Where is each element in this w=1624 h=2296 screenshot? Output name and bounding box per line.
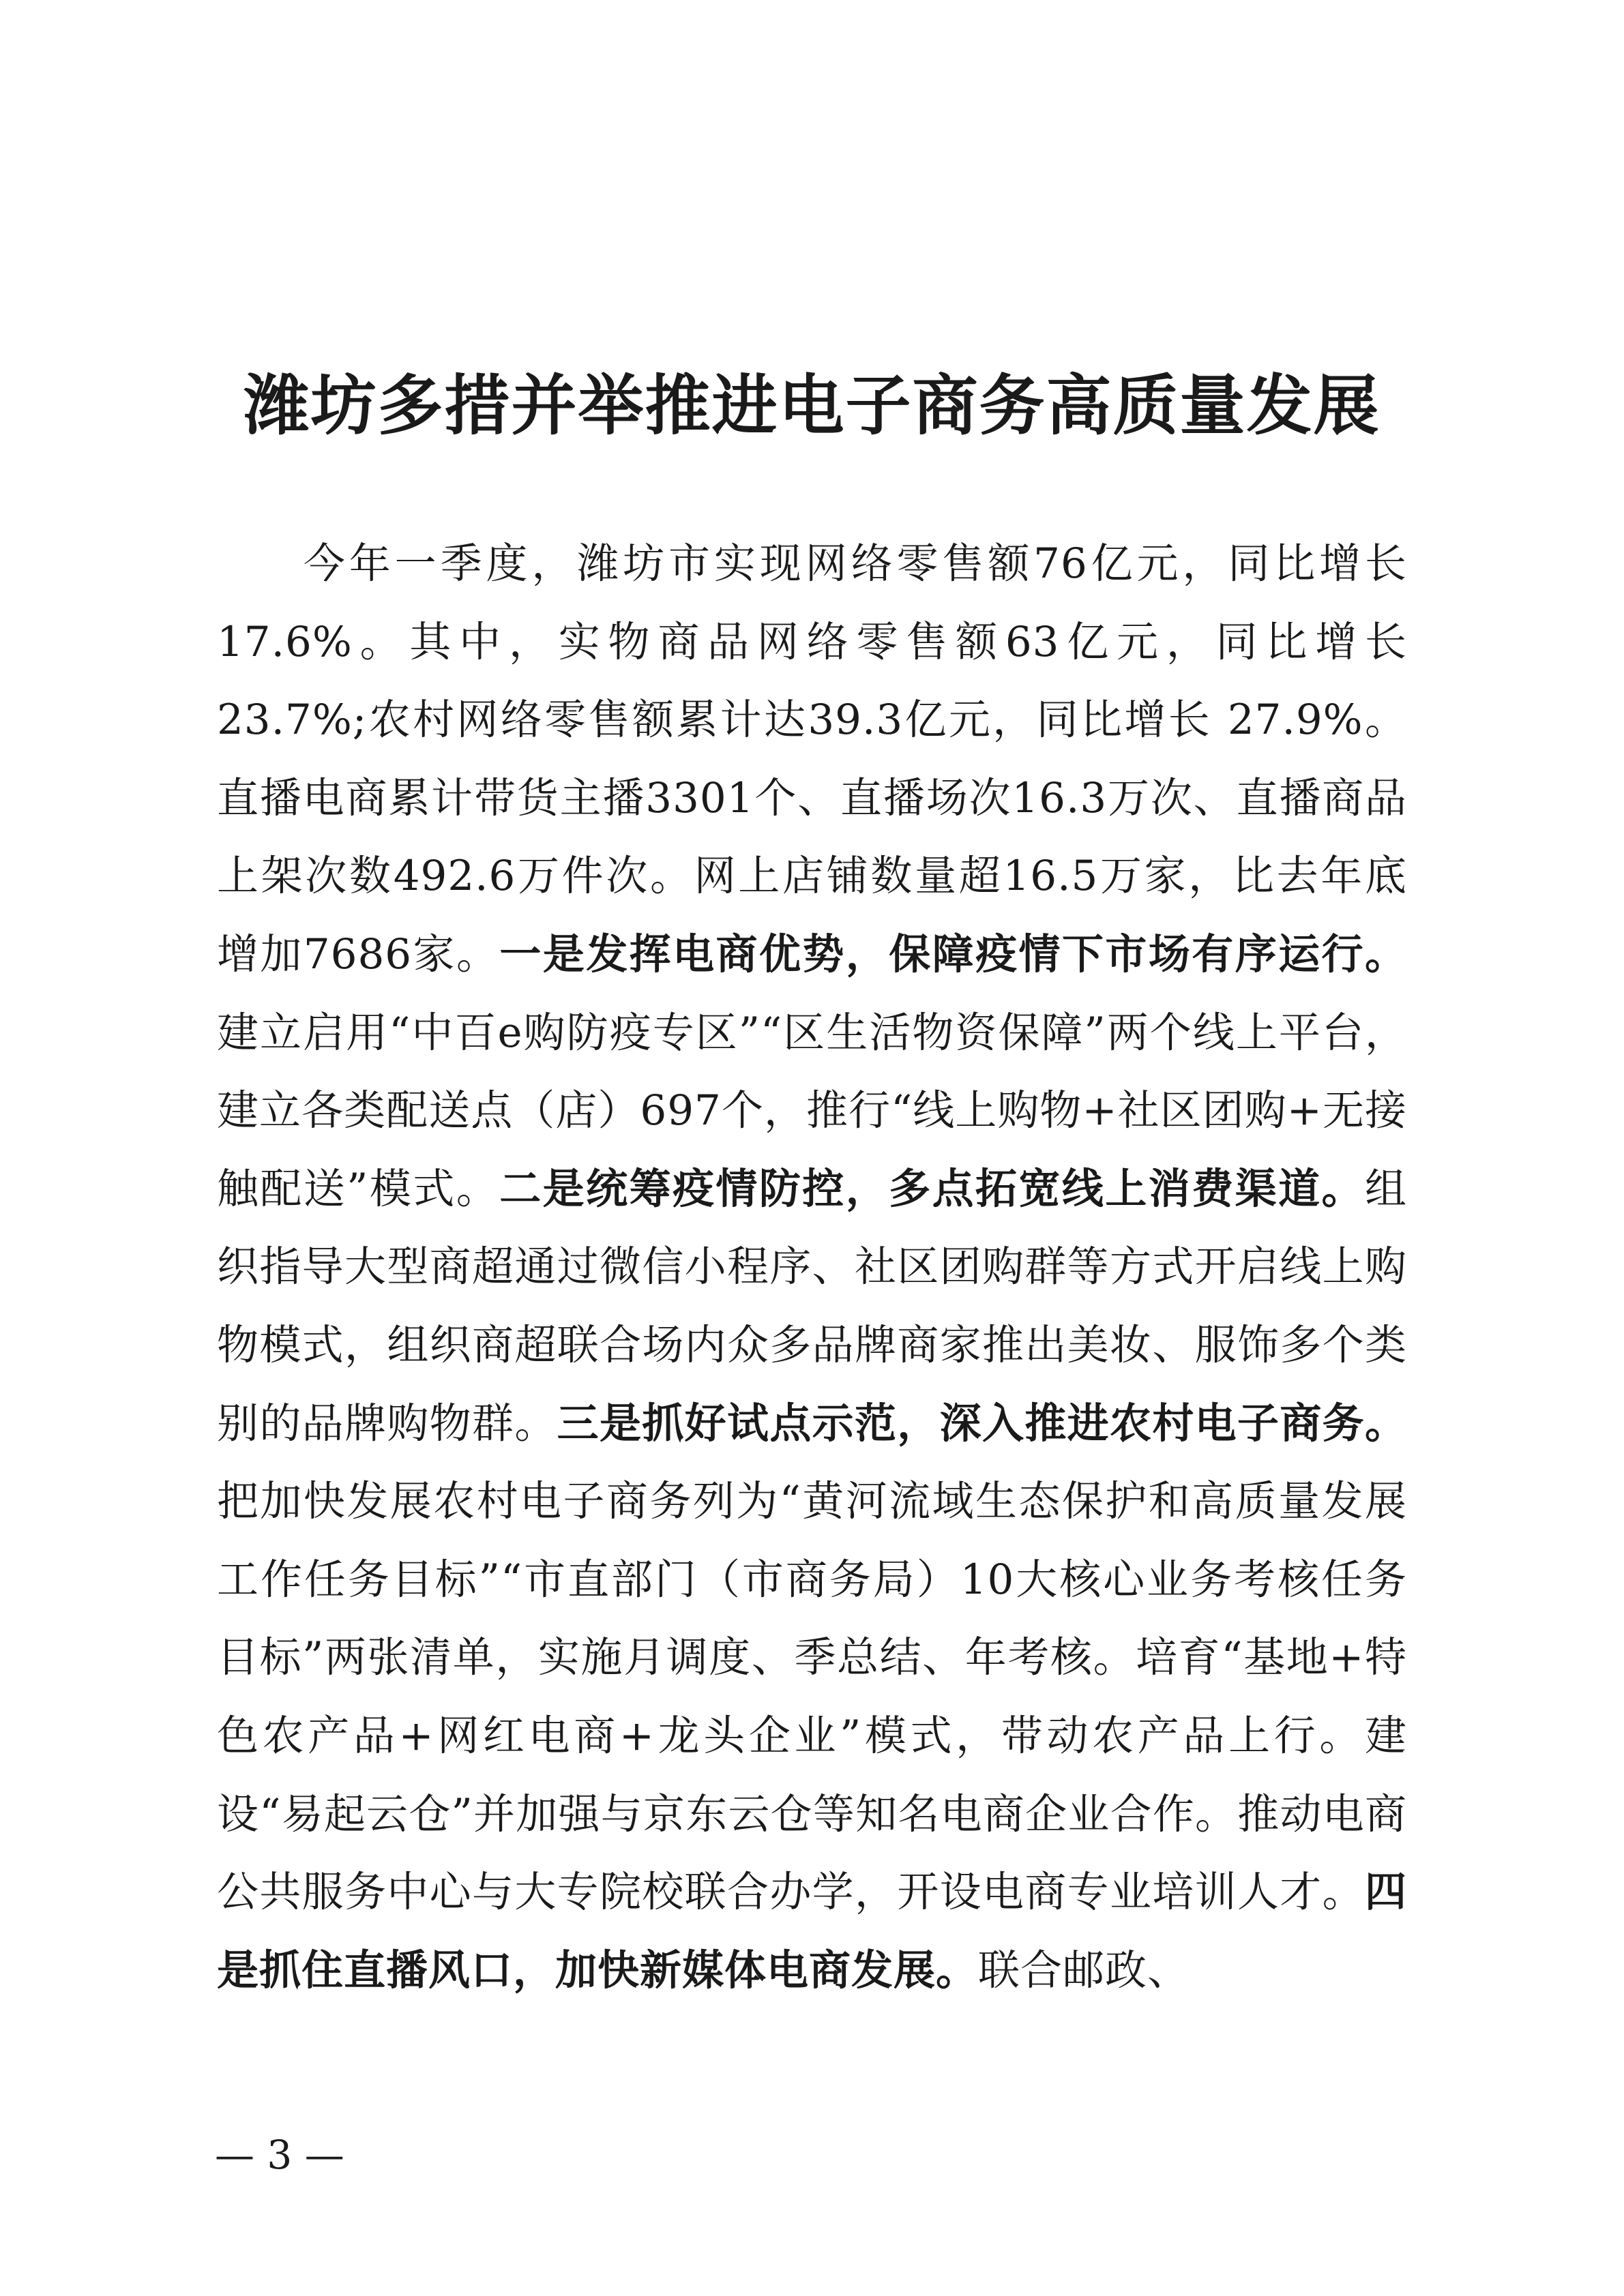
body-text-segment: 把加快发展农村电子商务列为“黄河流域生态保护和高质量发展工作任务目标”“市直部门（市商务局）10大核心业务考核任务目标”两张清单，实施月调度、季总结、年考核。培育“基地+特色农产品+网红电商+龙头企业”模式，带动农产品上行。建设“易起云仓”并加强与京东云仓等知名电商企业合作。推动电商公共服务中心与大专院校联合办学，开设电商专业培训人才。	[217, 1477, 1407, 1917]
body-text-segment: 今年一季度，潍坊市实现网络零售额76亿元，同比增长17.6%。其中，实物商品网络零售额63亿元，同比增长 23.7%;农村网络零售额累计达39.3亿元，同比增长 27.9%。直播电商累计带货主播3301个、直播场次16.3万次、直播商品上架次数492.6万件次。网上店铺数量超16.5万家，比去年底增加7686家。	[217, 539, 1407, 979]
key-point-heading: 三是抓好试点示范，深入推进农村电子商务。	[557, 1399, 1407, 1448]
document-title: 潍坊多措并举推进电子商务高质量发展	[243, 367, 1381, 444]
key-point-heading: 一是发挥电商优势，保障疫情下市场有序运行。	[499, 929, 1407, 979]
body-text-segment: 建立启用“中百e购防疫专区”“区生活物资保障”两个线上平台，建立各类配送点（店）697个，推行“线上购物+社区团购+无接触配送”模式。	[217, 1008, 1407, 1213]
page-number: — 3 —	[215, 2132, 344, 2178]
body-text-segment: 组织指导大型商超通过微信小程序、社区团购群等方式开启线上购物模式，组织商超联合场内众多品牌商家推出美妆、服饰多个类别的品牌购物群。	[217, 1164, 1407, 1448]
body-text-segment: 联合邮政、	[978, 1945, 1190, 1995]
body-paragraph	[217, 525, 1407, 2010]
key-point-heading: 二是统筹疫情防控，多点拓宽线上消费渠道。	[499, 1164, 1365, 1213]
key-point-heading: 四是抓住直播风口，加快新媒体电商发展。	[217, 1868, 1407, 1995]
